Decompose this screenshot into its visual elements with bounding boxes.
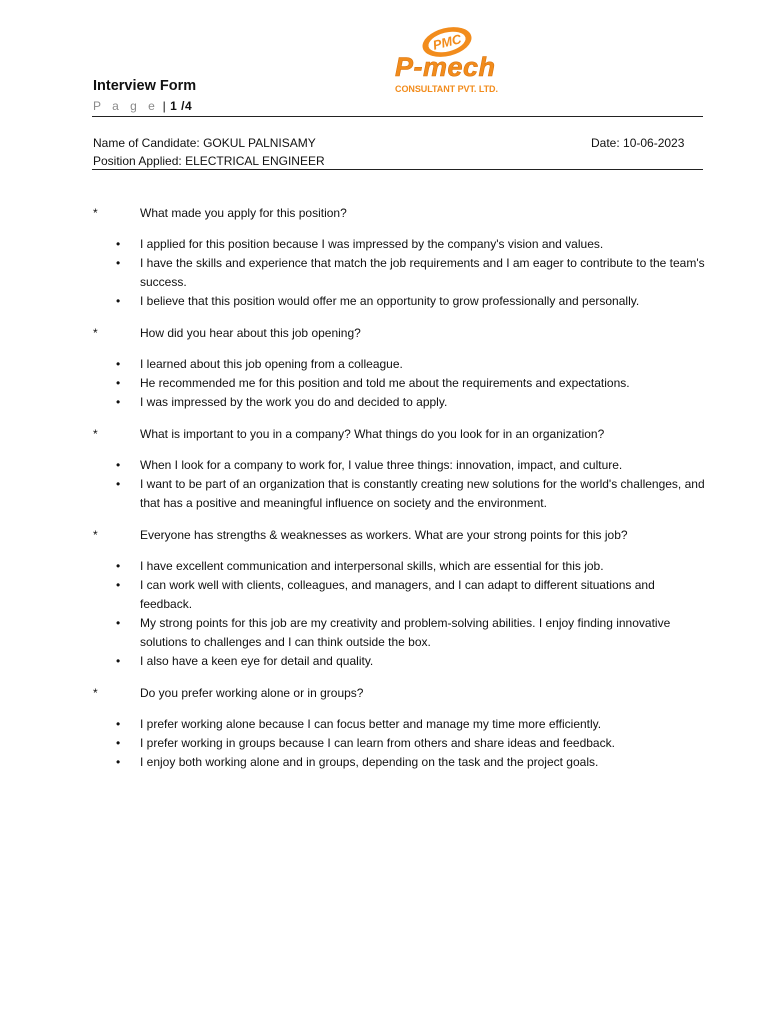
- answer-item: [116, 292, 705, 311]
- answer-item: [116, 557, 705, 576]
- answer-text: My strong points for this job are my creativity and problem-solving abilities. I enjoy finding innovative solutions to challenges and I can think outside the box.: [140, 616, 671, 649]
- answer-item: [116, 475, 705, 513]
- answer-item: [116, 614, 705, 652]
- answer-text: I also have a keen eye for detail and quality.: [140, 654, 374, 668]
- interview-date: Date: 10-06-2023: [591, 136, 685, 150]
- question-answer-list: [93, 204, 705, 785]
- question: [93, 204, 705, 223]
- question-marker: *: [93, 686, 98, 700]
- bullet-icon: •: [116, 755, 121, 769]
- page-number: 1 /4: [170, 99, 193, 113]
- bullet-icon: •: [116, 717, 121, 731]
- page-indicator: [93, 99, 192, 113]
- answer-list: [93, 456, 705, 513]
- answer-item: [116, 576, 705, 614]
- answer-text: I have the skills and experience that match the job requirements and I am eager to contribute to the team's success.: [140, 256, 705, 289]
- answer-list: [93, 715, 705, 772]
- answer-text: I can work well with clients, colleagues, and managers, and I can adapt to different situations and feedback.: [140, 578, 655, 611]
- logo-brand-text: P-mech: [395, 52, 495, 82]
- bullet-icon: •: [116, 578, 121, 592]
- answer-text: When I look for a company to work for, I value three things: innovation, impact, and culture.: [140, 458, 623, 472]
- bullet-icon: •: [116, 237, 121, 251]
- question-text: Do you prefer working alone or in groups?: [140, 686, 364, 700]
- logo-emblem-text: PMC: [431, 31, 463, 53]
- answer-text: He recommended me for this position and told me about the requirements and expectations.: [140, 376, 630, 390]
- page-word: P a g e: [93, 99, 159, 113]
- question-text: What is important to you in a company? What things do you look for in an organization?: [140, 427, 605, 441]
- company-logo: [392, 22, 507, 100]
- answer-item: [116, 753, 705, 772]
- bullet-icon: •: [116, 458, 121, 472]
- bullet-icon: •: [116, 256, 121, 270]
- question-text: What made you apply for this position?: [140, 206, 347, 220]
- answer-item: [116, 355, 705, 374]
- position-applied: Position Applied: ELECTRICAL ENGINEER: [93, 154, 325, 168]
- answer-text: I prefer working in groups because I can learn from others and share ideas and feedback.: [140, 736, 615, 750]
- bullet-icon: •: [116, 376, 121, 390]
- answer-item: [116, 254, 705, 292]
- answer-list: [93, 235, 705, 311]
- details-divider: [92, 169, 703, 170]
- form-title: Interview Form: [93, 78, 197, 94]
- answer-item: [116, 235, 705, 254]
- question: [93, 425, 705, 444]
- question: [93, 324, 705, 343]
- answer-text: I prefer working alone because I can focus better and manage my time more efficiently.: [140, 717, 602, 731]
- answer-text: I learned about this job opening from a colleague.: [140, 357, 403, 371]
- bullet-icon: •: [116, 357, 121, 371]
- answer-list: [93, 355, 705, 412]
- header-divider: [92, 116, 703, 117]
- answer-text: I applied for this position because I was impressed by the company's vision and values.: [140, 237, 604, 251]
- bullet-icon: •: [116, 294, 121, 308]
- answer-text: I enjoy both working alone and in groups, depending on the task and the project goals.: [140, 755, 599, 769]
- answer-item: [116, 374, 705, 393]
- answer-text: I was impressed by the work you do and decided to apply.: [140, 395, 448, 409]
- bullet-icon: •: [116, 616, 121, 630]
- answer-text: I believe that this position would offer me an opportunity to grow professionally and personally.: [140, 294, 640, 308]
- answer-item: [116, 734, 705, 753]
- page-separator: |: [162, 99, 167, 113]
- answer-item: [116, 393, 705, 412]
- question: [93, 526, 705, 545]
- question-text: Everyone has strengths & weaknesses as workers. What are your strong points for this job?: [140, 528, 628, 542]
- answer-list: [93, 557, 705, 671]
- question-marker: *: [93, 326, 98, 340]
- bullet-icon: •: [116, 654, 121, 668]
- bullet-icon: •: [116, 559, 121, 573]
- answer-item: [116, 456, 705, 475]
- answer-item: [116, 652, 705, 671]
- question: [93, 684, 705, 703]
- bullet-icon: •: [116, 477, 121, 491]
- question-marker: *: [93, 528, 98, 542]
- question-marker: *: [93, 427, 98, 441]
- answer-text: I want to be part of an organization that is constantly creating new solutions for the world's challenges, and that has a positive and meaningful influence on society and the environment.: [140, 477, 705, 510]
- candidate-name: Name of Candidate: GOKUL PALNISAMY: [93, 136, 316, 150]
- answer-text: I have excellent communication and interpersonal skills, which are essential for this job.: [140, 559, 604, 573]
- bullet-icon: •: [116, 395, 121, 409]
- question-marker: *: [93, 206, 98, 220]
- bullet-icon: •: [116, 736, 121, 750]
- logo-subtitle: CONSULTANT PVT. LTD.: [395, 84, 498, 94]
- answer-item: [116, 715, 705, 734]
- question-text: How did you hear about this job opening?: [140, 326, 361, 340]
